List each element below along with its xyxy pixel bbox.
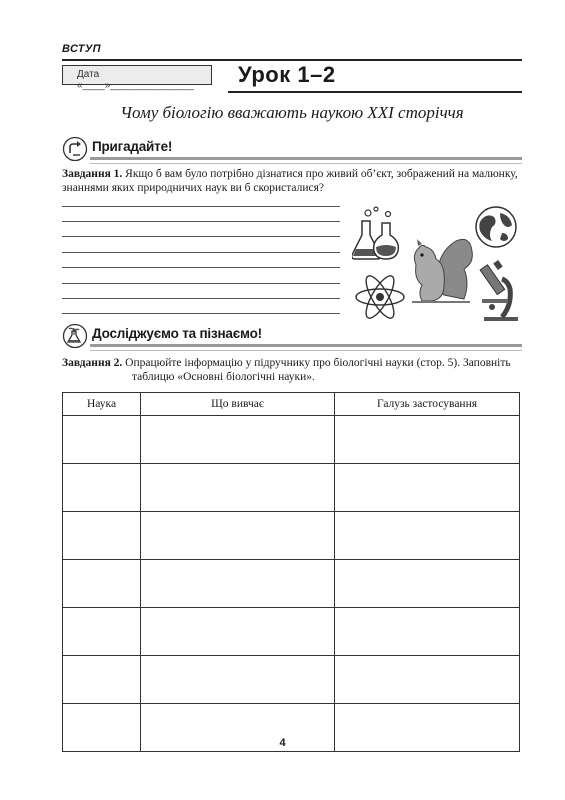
answer-line[interactable] (62, 283, 340, 284)
lesson-subtitle: Чому біологію вважають наукою XXI сторіччя (120, 103, 464, 122)
column-header-studies: Що вивчає (141, 393, 335, 416)
title-rule (228, 91, 522, 93)
column-header-application: Галузь застосування (335, 393, 520, 416)
section-explore-header (62, 323, 522, 351)
table-row (63, 608, 520, 656)
table-cell[interactable] (63, 608, 141, 656)
section-recall-header (62, 136, 522, 164)
header-rule (62, 59, 522, 61)
table-row (63, 512, 520, 560)
globe-icon (476, 207, 516, 247)
table-cell[interactable] (63, 656, 141, 704)
table-row (63, 464, 520, 512)
table-cell[interactable] (141, 512, 335, 560)
table-cell[interactable] (141, 608, 335, 656)
table-cell[interactable] (335, 512, 520, 560)
answer-line[interactable] (62, 206, 340, 207)
section-explore-title: Досліджуємо та пізнаємо! (92, 326, 262, 341)
answer-line[interactable] (62, 252, 340, 253)
page-number: 4 (279, 737, 286, 749)
column-header-science: Наука (63, 393, 141, 416)
chemistry-flasks-icon (352, 207, 398, 259)
task-1 (62, 167, 522, 195)
squirrel-image (412, 239, 472, 302)
table-row (63, 416, 520, 464)
answer-line[interactable] (62, 221, 340, 222)
section-recall-title: Пригадайте! (92, 139, 173, 154)
illustration (352, 205, 522, 323)
microscope-icon (480, 260, 518, 321)
table-cell[interactable] (141, 656, 335, 704)
table-cell[interactable] (141, 464, 335, 512)
table-cell[interactable] (63, 416, 141, 464)
section-tag: ВСТУП (62, 43, 101, 55)
task-2-label: Завдання 2. (62, 357, 123, 369)
table-cell[interactable] (141, 416, 335, 464)
table-cell[interactable] (335, 416, 520, 464)
task-1-label: Завдання 1. (62, 168, 123, 180)
table-cell[interactable] (335, 656, 520, 704)
table-row (63, 560, 520, 608)
recall-arrow-icon (62, 136, 88, 162)
task-1-text: Якщо б вам було потрібно дізнатися про живий об’єкт, зображений на малюнку, знаннями яких природничих наук ви б скористалися? (62, 168, 518, 194)
answer-line[interactable] (62, 236, 340, 237)
table-cell[interactable] (141, 560, 335, 608)
table-cell[interactable] (335, 608, 520, 656)
answer-line[interactable] (62, 298, 340, 299)
table-cell[interactable] (63, 464, 141, 512)
biology-sciences-table (62, 392, 520, 752)
answer-line[interactable] (62, 313, 340, 314)
table-row (63, 656, 520, 704)
date-field[interactable]: Дата «____»_______________ (62, 65, 212, 85)
table-cell[interactable] (335, 464, 520, 512)
task-2 (62, 356, 522, 384)
answer-line[interactable] (62, 267, 340, 268)
atom-icon (356, 272, 404, 322)
table-header-row (63, 393, 520, 416)
lesson-title: Урок 1–2 (238, 62, 336, 87)
table-cell[interactable] (63, 560, 141, 608)
table-cell[interactable] (335, 560, 520, 608)
table-cell[interactable] (63, 512, 141, 560)
task-2-text: Опрацюйте інформацію у підручнику про біологічні науки (стор. 5). Заповніть таблицю «Основні біологічні науки». (125, 357, 511, 383)
plant-flask-icon (62, 323, 88, 349)
